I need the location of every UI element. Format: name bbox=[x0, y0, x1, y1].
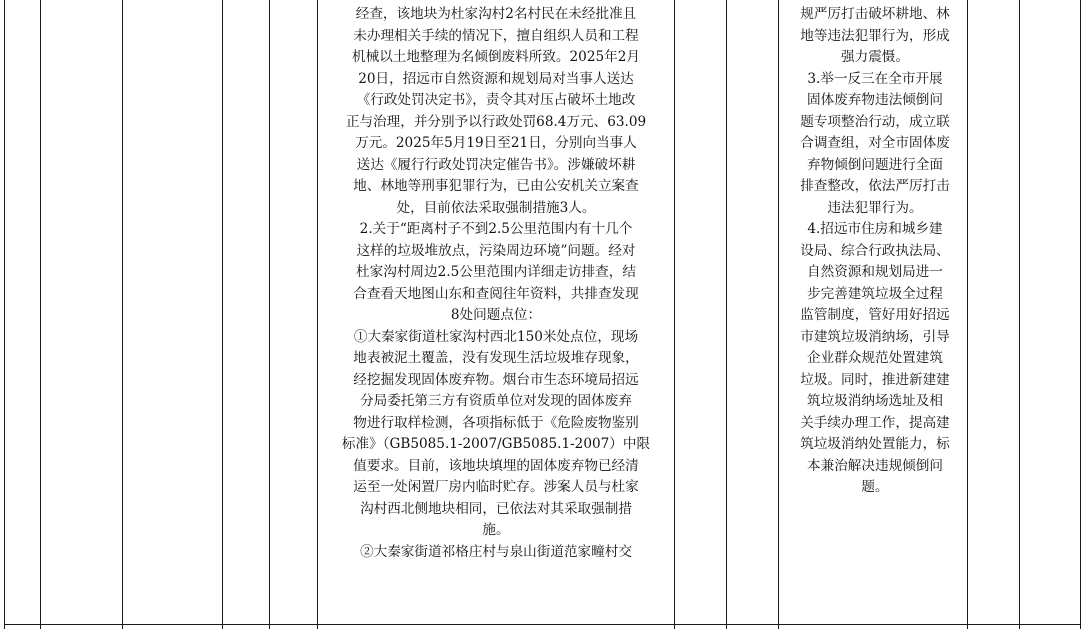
text-line: 垃圾。同时，推进新建建 bbox=[800, 371, 950, 388]
text-line: 地等违法犯罪行为，形成 bbox=[800, 27, 950, 44]
text-line: 企业群众规范处置建筑 bbox=[807, 350, 943, 366]
text-line: 弃物倾倒问题进行全面 bbox=[807, 156, 943, 173]
text-line: 分局委托第三方有资质单位对发现的固体废弃 bbox=[360, 393, 632, 409]
text-line: 这样的垃圾堆放点，污染周边环境”问题。经对 bbox=[356, 242, 636, 259]
text-line: 地表被泥土覆盖，没有发现生活垃圾堆存现象， bbox=[353, 350, 639, 366]
text-line: 送达《履行行政处罚决定催告书》。涉嫌破坏耕 bbox=[356, 156, 636, 173]
table-column-7 bbox=[674, 0, 726, 629]
text-line: 万元。2025年5月19日至21日，分别向当事人 bbox=[355, 135, 637, 151]
table-column-10 bbox=[967, 0, 1019, 629]
text-line: 经挖掘发现固体废弃物。烟台市生态环境局招远 bbox=[353, 371, 639, 388]
text-line: 地、林地等刑事犯罪行为，已由公安机关立案查 bbox=[353, 178, 639, 194]
text-line: 机械以土地整理为名倾倒废料所致。2025年2月 bbox=[352, 49, 640, 65]
table-column-2 bbox=[40, 0, 122, 629]
text-line: 运至一处闲置厂房内临时贮存。涉案人员与杜家 bbox=[353, 479, 639, 495]
text-line: 题专项整治行动，成立联 bbox=[800, 113, 950, 130]
table-column-3 bbox=[122, 0, 222, 629]
text-line: 值要求。目前，该地块填埋的固体废弃物已经清 bbox=[353, 457, 639, 474]
text-line: 筑垃圾消纳处置能力，标 bbox=[800, 436, 950, 452]
text-line: 2.关于“距离村子不到2.5公里范围内有十几个 bbox=[359, 221, 633, 237]
text-line: 步完善建筑垃圾全过程 bbox=[807, 285, 943, 302]
text-line: 本兼治解决违规倾倒问 bbox=[807, 457, 943, 474]
table-column-11 bbox=[1019, 0, 1081, 629]
text-line: ①大秦家街道杜家沟村西北150米处点位，现场 bbox=[353, 328, 639, 345]
text-line: 合调查组，对全市固体废 bbox=[800, 135, 950, 151]
text-line: ②大秦家街道祁格庄村与泉山街道范家疃村交 bbox=[360, 543, 632, 560]
text-line: 强力震慑。 bbox=[841, 49, 909, 65]
text-line: 合查看天地图山东和查阅往年资料，共排查发现 bbox=[353, 285, 639, 302]
text-line: 正与治理，并分别予以行政处罚68.4万元、63.09 bbox=[345, 113, 647, 130]
table-column-4 bbox=[222, 0, 269, 629]
text-line: 设局、综合行政执法局、 bbox=[800, 242, 950, 259]
table-column-8 bbox=[726, 0, 778, 629]
text-line: 关手续办理工作，提高建 bbox=[800, 414, 950, 431]
text-line: 未办理相关手续的情况下，擅自组织人员和工程 bbox=[353, 27, 639, 44]
text-line: 《行政处罚决定书》，责令其对压占破坏土地改 bbox=[356, 92, 636, 108]
text-line: 8处问题点位： bbox=[450, 307, 542, 323]
text-line: 施。 bbox=[482, 522, 510, 538]
text-line: 排查整改，依法严厉打击 bbox=[800, 178, 950, 194]
table-bottom-rule bbox=[4, 624, 1081, 625]
text-line: 20日，招远市自然资源和规划局对当事人送达 bbox=[358, 70, 634, 87]
table-column-1 bbox=[4, 0, 40, 629]
text-line: 沟村西北侧地块相同，已依法对其采取强制措 bbox=[360, 500, 632, 517]
text-line: 筑垃圾消纳场选址及相 bbox=[807, 393, 943, 409]
text-line: 4.招远市住房和城乡建 bbox=[807, 221, 943, 237]
measures-text-cell bbox=[781, 4, 969, 499]
text-line: 3.举一反三在全市开展 bbox=[807, 70, 943, 87]
text-line: 违法犯罪行为。 bbox=[827, 199, 923, 216]
text-line: 处，目前依法采取强制措施3人。 bbox=[396, 199, 596, 216]
text-line: 自然资源和规划局进一 bbox=[807, 264, 943, 280]
text-line: 题。 bbox=[861, 479, 889, 495]
text-line: 规严厉打击破坏耕地、林 bbox=[800, 6, 950, 22]
text-line: 标准》（GB5085.1-2007/GB5085.1-2007）中限 bbox=[341, 436, 651, 452]
text-line: 杜家沟村周边2.5公里范围内详细走访排查，结 bbox=[356, 264, 636, 280]
table-column-5 bbox=[269, 0, 317, 629]
text-line: 市建筑垃圾消纳场，引导 bbox=[800, 328, 950, 345]
text-line: 监管制度，管好用好招远 bbox=[800, 307, 950, 323]
text-line: 物进行取样检测，各项指标低于《危险废物鉴别 bbox=[353, 414, 639, 431]
details-text-cell bbox=[320, 4, 672, 563]
text-line: 经查，该地块为杜家沟村2名村民在未经批准且 bbox=[355, 6, 637, 22]
text-line: 固体废弃物违法倾倒问 bbox=[807, 92, 943, 108]
